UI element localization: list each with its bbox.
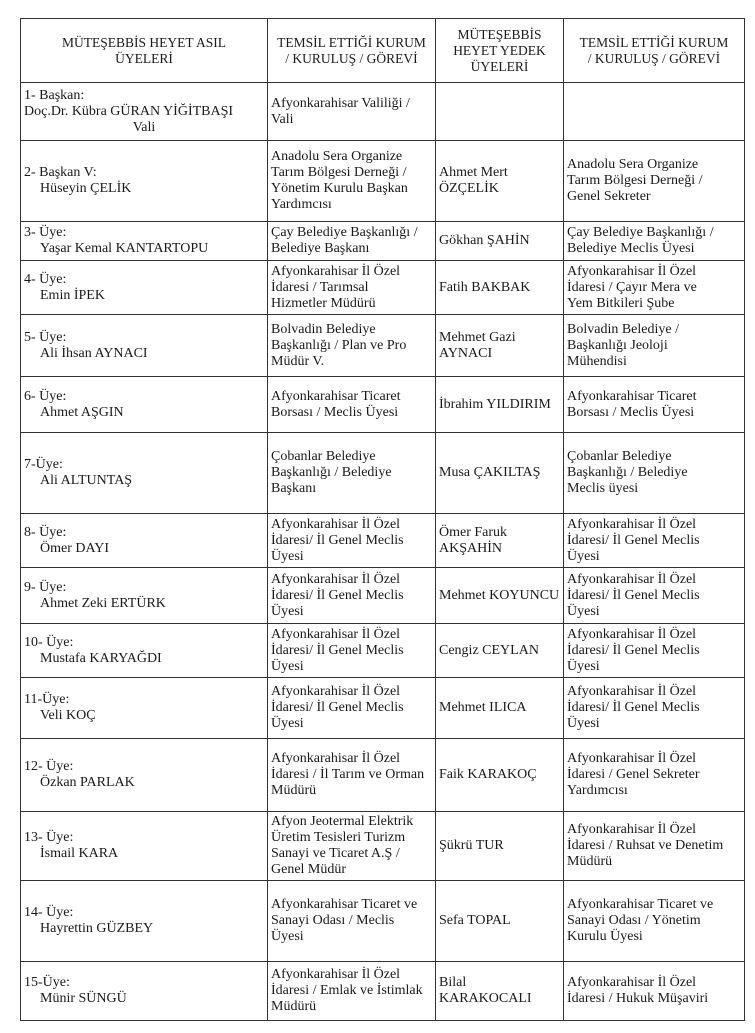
- member-cell: [21, 624, 268, 678]
- table-row: [21, 222, 745, 261]
- substitute-name: Cengiz CEYLAN: [439, 642, 539, 658]
- member-institution: Borsası / Meclis Üyesi: [271, 404, 399, 420]
- member-institution: Müdürü: [271, 999, 317, 1014]
- member-cell: [21, 433, 268, 514]
- substitute-institution-cell: [564, 433, 745, 514]
- member-name: Ömer DAYI: [40, 540, 110, 556]
- substitute-name-cell: [436, 812, 564, 881]
- member-role: 8- Üye:: [24, 524, 67, 540]
- substitute-institution-cell: [564, 678, 745, 739]
- member-institution-cell: [268, 568, 436, 624]
- member-institution: Başkanlığı / Plan ve Pro: [271, 337, 407, 353]
- substitute-institution: Anadolu Sera Organize: [567, 157, 699, 172]
- substitute-institution: Başkanlığı / Belediye: [567, 465, 688, 480]
- member-cell: [21, 222, 268, 261]
- substitute-name: Mehmet ILICA: [439, 700, 527, 715]
- member-institution: Müdürü: [271, 783, 317, 798]
- member-institution: Afyonkarahisar İl Özel: [271, 967, 401, 982]
- substitute-name-cell: [436, 377, 564, 433]
- member-role: 14- Üye:: [24, 905, 74, 920]
- member-institution: Üretim Tesisleri Turizm: [271, 830, 406, 845]
- member-institution-cell: [268, 881, 436, 962]
- table-row: [21, 141, 745, 222]
- substitute-institution-cell: [564, 514, 745, 568]
- substitute-institution: Üyesi: [567, 658, 600, 674]
- header-text: MÜTEŞEBBİS: [457, 26, 542, 42]
- member-role: 1- Başkan:: [24, 87, 85, 103]
- substitute-institution: Yem Bitkileri Şube: [567, 295, 675, 311]
- header-main-members: [21, 19, 268, 83]
- header-text: / KURULUŞ / GÖREVİ: [285, 50, 418, 66]
- substitute-name-cell: [436, 315, 564, 377]
- member-institution-cell: [268, 514, 436, 568]
- header-text: ÜYELERİ: [470, 58, 529, 74]
- member-institution-cell: [268, 433, 436, 514]
- member-cell: [21, 739, 268, 812]
- member-cell: [21, 881, 268, 962]
- member-institution-cell: [268, 739, 436, 812]
- member-institution: Sanayi ve Ticaret A.Ş /: [271, 846, 400, 861]
- table-row: [21, 962, 745, 1021]
- substitute-institution: Sanayi Odası / Yönetim: [567, 913, 701, 928]
- member-institution: İdaresi / İl Tarım ve Orman: [271, 767, 425, 782]
- substitute-institution: Afyonkarahisar İl Özel: [567, 571, 697, 587]
- member-cell: [21, 261, 268, 315]
- member-name: Emin İPEK: [40, 287, 105, 303]
- substitute-institution: Afyonkarahisar Ticaret: [567, 388, 697, 404]
- member-name: Münir SÜNGÜ: [40, 991, 127, 1006]
- substitute-name: Bilal: [439, 975, 467, 990]
- member-institution: Afyonkarahisar Ticaret ve: [271, 897, 418, 912]
- substitute-name-cell: [436, 739, 564, 812]
- member-role: 3- Üye:: [24, 225, 67, 240]
- member-institution: Afyonkarahisar İl Özel: [271, 626, 401, 642]
- member-cell: [21, 568, 268, 624]
- member-institution-cell: [268, 83, 436, 141]
- header-main-institution: [268, 19, 436, 83]
- member-name: Ahmet AŞGIN: [40, 404, 124, 420]
- substitute-name: Ahmet Mert: [439, 165, 508, 180]
- substitute-name-cell: [436, 881, 564, 962]
- member-institution: Üyesi: [271, 658, 304, 674]
- substitute-institution-cell: [564, 222, 745, 261]
- member-institution-cell: [268, 678, 436, 739]
- member-cell: [21, 141, 268, 222]
- header-text: MÜTEŞEBBİS HEYET ASIL: [61, 34, 226, 50]
- member-name: İsmail KARA: [40, 846, 119, 861]
- member-cell: [21, 678, 268, 739]
- substitute-name-cell: [436, 568, 564, 624]
- member-institution: Üyesi: [271, 929, 304, 944]
- table-row: [21, 315, 745, 377]
- member-institution: Afyonkarahisar İl Özel: [271, 571, 401, 587]
- substitute-name-cell: [436, 433, 564, 514]
- substitute-institution-cell: [564, 83, 745, 141]
- header-text: TEMSİL ETTİĞİ KURUM: [579, 34, 729, 50]
- substitute-institution-cell: [564, 812, 745, 881]
- substitute-name: AYNACI: [439, 345, 493, 361]
- member-cell: [21, 315, 268, 377]
- committee-members-table: [20, 18, 745, 1021]
- member-cell: [21, 812, 268, 881]
- substitute-name-cell: [436, 141, 564, 222]
- substitute-institution: İdaresi/ İl Genel Meclis: [567, 532, 700, 548]
- header-substitute-members: [436, 19, 564, 83]
- substitute-name-cell: [436, 222, 564, 261]
- substitute-institution: Üyesi: [567, 548, 600, 564]
- member-role: 6- Üye:: [24, 388, 67, 404]
- member-institution-cell: [268, 261, 436, 315]
- substitute-name-cell: [436, 514, 564, 568]
- substitute-institution-cell: [564, 261, 745, 315]
- table-row: [21, 433, 745, 514]
- substitute-institution: Mühendisi: [567, 353, 627, 369]
- member-title: Vali: [132, 119, 156, 135]
- substitute-institution-cell: [564, 377, 745, 433]
- substitute-name: Faik KARAKOÇ: [439, 767, 537, 782]
- member-role: 10- Üye:: [24, 634, 74, 650]
- header-text: ÜYELERİ: [115, 50, 173, 66]
- header-row: [21, 19, 745, 83]
- substitute-institution: Meclis üyesi: [567, 481, 639, 496]
- substitute-institution-cell: [564, 568, 745, 624]
- table-row: [21, 812, 745, 881]
- substitute-institution: Başkanlığı Jeoloji: [567, 337, 668, 353]
- substitute-institution: Müdürü: [567, 854, 613, 869]
- substitute-institution: Afyonkarahisar İl Özel: [567, 975, 697, 990]
- member-institution: Afyonkarahisar İl Özel: [271, 684, 401, 699]
- member-institution: Anadolu Sera Organize: [271, 149, 403, 164]
- member-name: Hüseyin ÇELİK: [40, 181, 132, 196]
- member-name: Ali ALTUNTAŞ: [40, 473, 133, 488]
- table-row: [21, 568, 745, 624]
- substitute-institution: Belediye Meclis Üyesi: [567, 241, 695, 256]
- member-institution: Üyesi: [271, 548, 304, 564]
- member-cell: [21, 83, 268, 141]
- member-institution: İdaresi / Emlak ve İstimlak: [271, 983, 423, 998]
- member-name: Özkan PARLAK: [40, 775, 135, 790]
- member-institution-cell: [268, 962, 436, 1021]
- table-row: [21, 678, 745, 739]
- member-institution: Yönetim Kurulu Başkan: [271, 181, 408, 196]
- member-name: Ahmet Zeki ERTÜRK: [40, 595, 166, 611]
- member-institution: Afyonkarahisar İl Özel: [271, 263, 401, 279]
- substitute-institution: İdaresi / Ruhsat ve Denetim: [567, 838, 724, 853]
- member-institution: Belediye Başkanı: [271, 241, 370, 256]
- substitute-institution: Afyonkarahisar İl Özel: [567, 751, 697, 766]
- substitute-institution: İdaresi/ İl Genel Meclis: [567, 587, 700, 603]
- substitute-institution: Borsası / Meclis Üyesi: [567, 404, 695, 420]
- substitute-name: Gökhan ŞAHİN: [439, 233, 530, 248]
- substitute-name: KARAKOCALI: [439, 991, 532, 1006]
- member-institution: Sanayi Odası / Meclis: [271, 913, 395, 928]
- member-institution: İdaresi/ İl Genel Meclis: [271, 587, 404, 603]
- substitute-institution-cell: [564, 962, 745, 1021]
- member-institution: Yardımcısı: [271, 197, 332, 212]
- substitute-name-cell: [436, 261, 564, 315]
- member-institution: Üyesi: [271, 716, 304, 731]
- substitute-institution: Çay Belediye Başkanlığı /: [567, 225, 714, 240]
- substitute-institution: Afyonkarahisar İl Özel: [567, 263, 697, 279]
- substitute-institution: Tarım Bölgesi Derneği /: [567, 173, 703, 188]
- header-substitute-institution: [564, 19, 745, 83]
- member-name: Ali İhsan AYNACI: [40, 345, 148, 361]
- substitute-name-cell: [436, 962, 564, 1021]
- substitute-institution: Kurulu Üyesi: [567, 929, 643, 944]
- substitute-institution: Üyesi: [567, 603, 600, 619]
- substitute-institution: İdaresi / Genel Sekreter: [567, 767, 700, 782]
- member-institution-cell: [268, 222, 436, 261]
- member-institution: Müdür V.: [271, 353, 325, 369]
- substitute-name: Mehmet KOYUNCU: [439, 587, 560, 603]
- member-role: 9- Üye:: [24, 579, 67, 595]
- substitute-institution-cell: [564, 624, 745, 678]
- substitute-name: AKŞAHİN: [439, 540, 502, 556]
- member-role: 4- Üye:: [24, 271, 67, 287]
- member-institution: Afyon Jeotermal Elektrik: [271, 814, 414, 829]
- member-name: Yaşar Kemal KANTARTOPU: [40, 241, 209, 256]
- member-institution: Hizmetler Müdürü: [271, 295, 376, 311]
- member-role: 7-Üye:: [24, 457, 63, 472]
- substitute-institution-cell: [564, 141, 745, 222]
- table-row: [21, 83, 745, 141]
- member-institution: Bolvadin Belediye: [271, 321, 376, 337]
- substitute-name: Musa ÇAKILTAŞ: [439, 465, 541, 480]
- member-institution-cell: [268, 812, 436, 881]
- substitute-institution: Üyesi: [567, 716, 600, 731]
- member-institution: Tarım Bölgesi Derneği /: [271, 165, 407, 180]
- substitute-name: Fatih BAKBAK: [439, 279, 531, 295]
- member-role: 13- Üye:: [24, 830, 74, 845]
- member-name: Doç.Dr. Kübra GÜRAN YİĞİTBAŞI: [24, 103, 234, 119]
- substitute-institution: Genel Sekreter: [567, 189, 651, 204]
- substitute-name-cell: [436, 624, 564, 678]
- substitute-name: ÖZÇELİK: [439, 181, 499, 196]
- member-institution: Genel Müdür: [271, 862, 347, 877]
- member-institution-cell: [268, 315, 436, 377]
- member-institution: Üyesi: [271, 603, 304, 619]
- member-institution: Başkanı: [271, 481, 317, 496]
- member-role: 5- Üye:: [24, 329, 67, 345]
- member-institution: Afyonkarahisar Valiliği /: [271, 95, 410, 111]
- member-cell: [21, 377, 268, 433]
- substitute-institution-cell: [564, 881, 745, 962]
- substitute-name: Sefa TOPAL: [439, 913, 511, 928]
- substitute-institution: Afyonkarahisar Ticaret ve: [567, 897, 714, 912]
- table-row: [21, 739, 745, 812]
- member-institution: Çay Belediye Başkanlığı /: [271, 225, 418, 240]
- member-institution: Çobanlar Belediye: [271, 449, 376, 464]
- substitute-institution: Afyonkarahisar İl Özel: [567, 684, 697, 699]
- table-row: [21, 881, 745, 962]
- substitute-name: Ömer Faruk: [439, 524, 508, 540]
- substitute-name: Mehmet Gazi: [439, 329, 516, 345]
- substitute-name-cell: [436, 83, 564, 141]
- substitute-institution: Çobanlar Belediye: [567, 449, 672, 464]
- member-institution: Başkanlığı / Belediye: [271, 465, 392, 480]
- member-institution: Afyonkarahisar İl Özel: [271, 516, 401, 532]
- member-institution: Vali: [271, 111, 294, 127]
- member-institution-cell: [268, 377, 436, 433]
- substitute-institution: Bolvadin Belediye /: [567, 321, 679, 337]
- table-row: [21, 624, 745, 678]
- substitute-institution: İdaresi/ İl Genel Meclis: [567, 700, 700, 715]
- substitute-name: İbrahim YILDIRIM: [439, 396, 551, 412]
- member-cell: [21, 514, 268, 568]
- substitute-name: Şükrü TUR: [439, 838, 504, 853]
- member-name: Veli KOÇ: [40, 708, 96, 723]
- substitute-institution: Afyonkarahisar İl Özel: [567, 626, 697, 642]
- member-institution: Afyonkarahisar İl Özel: [271, 751, 401, 766]
- substitute-institution: İdaresi / Çayır Mera ve: [567, 279, 697, 295]
- member-institution-cell: [268, 141, 436, 222]
- member-institution: İdaresi / Tarımsal: [271, 279, 369, 295]
- member-name: Mustafa KARYAĞDI: [40, 650, 162, 666]
- member-institution: İdaresi/ İl Genel Meclis: [271, 700, 404, 715]
- table-row: [21, 377, 745, 433]
- member-role: 15-Üye:: [24, 975, 70, 990]
- header-text: / KURULUŞ / GÖREVİ: [587, 50, 721, 66]
- header-text: TEMSİL ETTİĞİ KURUM: [277, 34, 426, 50]
- member-cell: [21, 962, 268, 1021]
- substitute-institution: İdaresi/ İl Genel Meclis: [567, 642, 700, 658]
- member-institution-cell: [268, 624, 436, 678]
- substitute-institution-cell: [564, 739, 745, 812]
- member-role: 12- Üye:: [24, 759, 74, 774]
- member-institution: İdaresi/ İl Genel Meclis: [271, 532, 404, 548]
- substitute-name-cell: [436, 678, 564, 739]
- substitute-institution-cell: [564, 315, 745, 377]
- member-institution: İdaresi/ İl Genel Meclis: [271, 642, 404, 658]
- table-row: [21, 514, 745, 568]
- substitute-institution: Yardımcısı: [567, 783, 628, 798]
- member-role: 11-Üye:: [24, 692, 70, 707]
- substitute-institution: Afyonkarahisar İl Özel: [567, 516, 697, 532]
- table-row: [21, 261, 745, 315]
- member-name: Hayrettin GÜZBEY: [40, 921, 154, 936]
- member-institution: Afyonkarahisar Ticaret: [271, 388, 401, 404]
- substitute-institution: Afyonkarahisar İl Özel: [567, 822, 697, 837]
- header-text: HEYET YEDEK: [453, 42, 546, 58]
- substitute-institution: İdaresi / Hukuk Müşaviri: [567, 991, 709, 1006]
- member-role: 2- Başkan V:: [24, 165, 97, 180]
